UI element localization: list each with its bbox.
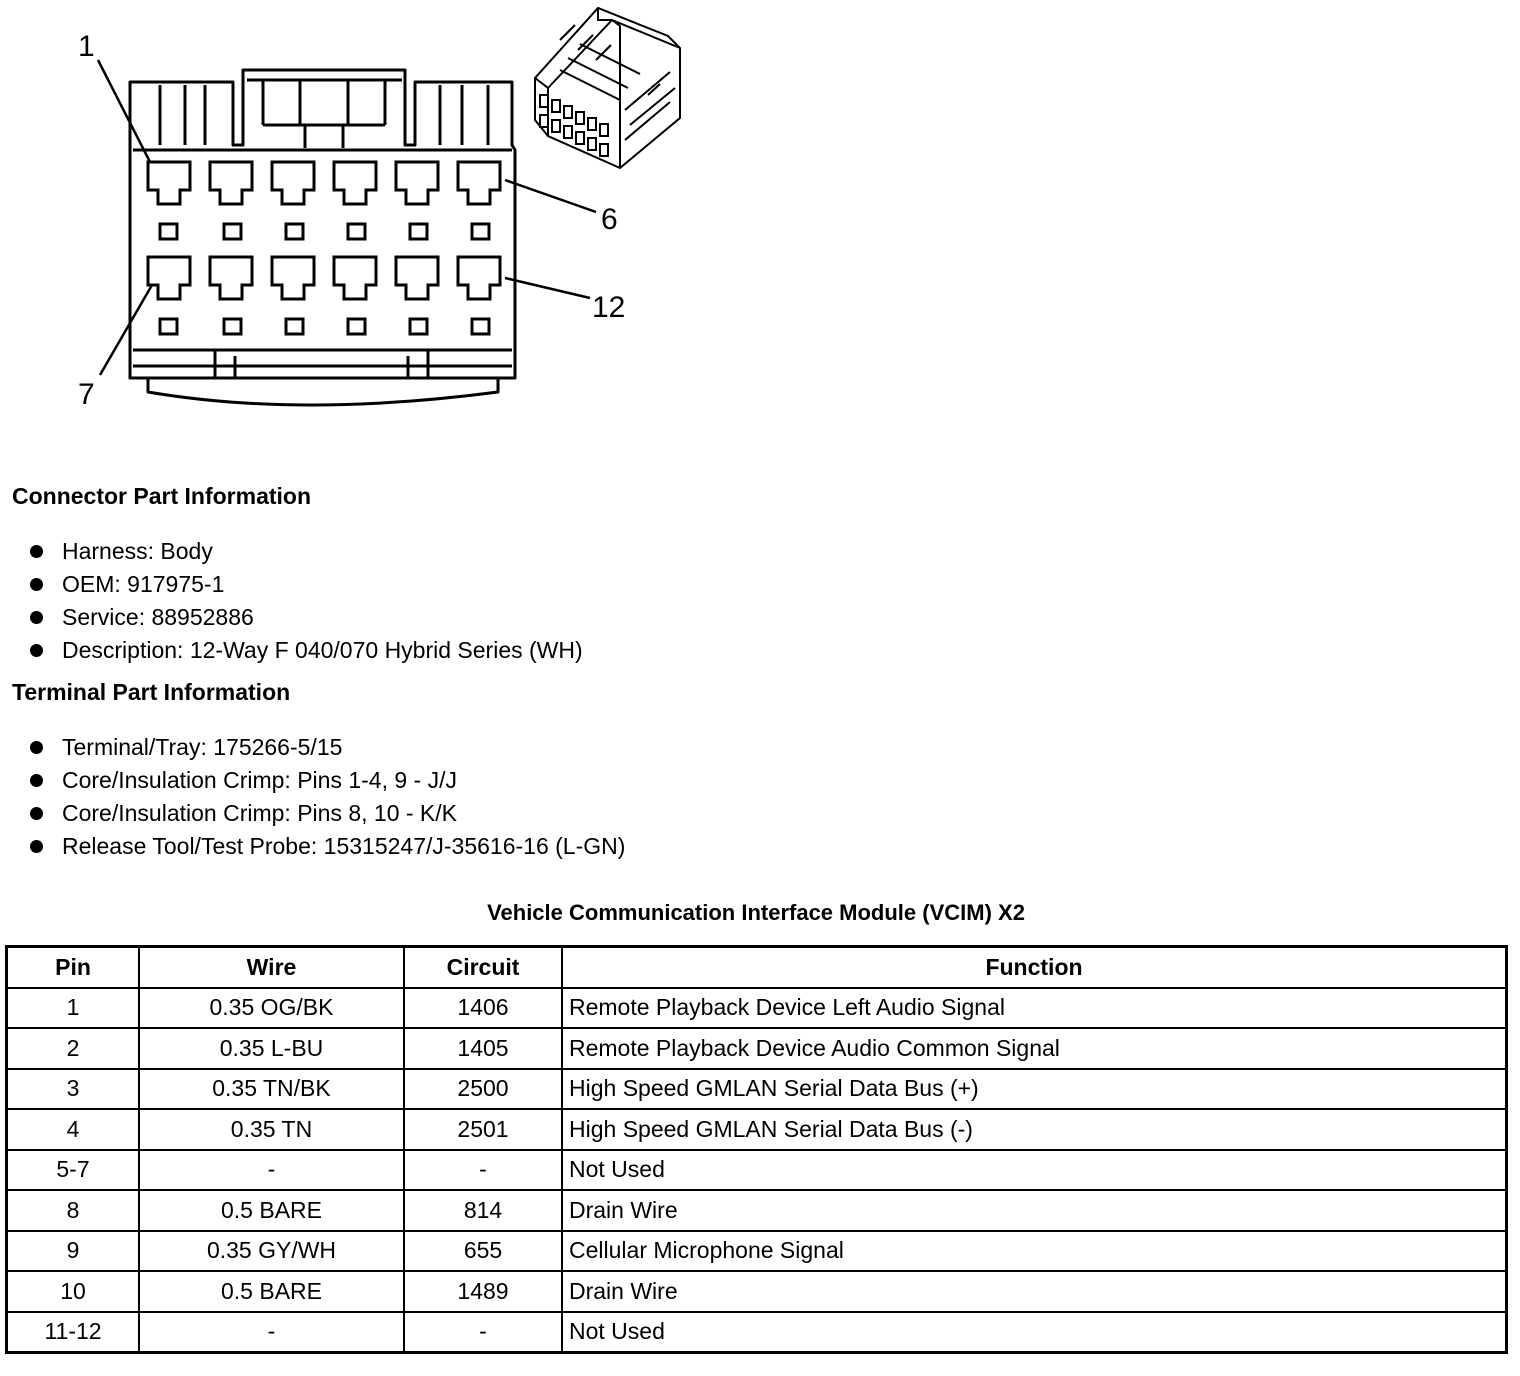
callout-12: 12 — [592, 291, 626, 324]
cavity-11 — [396, 257, 438, 299]
bullet-icon — [30, 741, 43, 754]
cell-pin: 5-7 — [7, 1150, 140, 1191]
cell-pin: 8 — [7, 1190, 140, 1231]
cell-pin: 11-12 — [7, 1312, 140, 1353]
cell-circuit: 2500 — [404, 1069, 562, 1110]
cell-wire: - — [139, 1150, 404, 1191]
cavity-4 — [334, 162, 376, 204]
cell-function: Cellular Microphone Signal — [562, 1231, 1507, 1272]
table-title: Vehicle Communication Interface Module (VCIM) X2 — [487, 900, 1025, 925]
list-item-text: OEM: 917975-1 — [62, 571, 225, 597]
cell-pin: 4 — [7, 1109, 140, 1150]
table-row — [7, 1190, 1507, 1231]
table-row — [7, 1231, 1507, 1272]
list-item — [28, 535, 583, 568]
cell-function: Not Used — [562, 1150, 1507, 1191]
list-item — [28, 634, 583, 667]
cell-circuit: 1405 — [404, 1028, 562, 1069]
header-pin: Pin — [7, 947, 140, 988]
list-item-text: Harness: Body — [62, 538, 213, 564]
list-item — [28, 731, 625, 764]
cell-circuit: 1406 — [404, 988, 562, 1029]
bullet-icon — [30, 807, 43, 820]
terminal-info-heading: Terminal Part Information — [12, 679, 291, 705]
cell-function: Remote Playback Device Audio Common Signal — [562, 1028, 1507, 1069]
cell-function: Not Used — [562, 1312, 1507, 1353]
cell-circuit: 1489 — [404, 1271, 562, 1312]
cell-circuit: 2501 — [404, 1109, 562, 1150]
header-circuit: Circuit — [404, 947, 562, 988]
callout-1: 1 — [78, 30, 95, 63]
list-item-text: Core/Insulation Crimp: Pins 1-4, 9 - J/J — [62, 767, 457, 793]
list-item-text: Terminal/Tray: 175266-5/15 — [62, 734, 343, 760]
connector-info-heading: Connector Part Information — [12, 483, 312, 509]
list-item-text: Core/Insulation Crimp: Pins 8, 10 - K/K — [62, 800, 457, 826]
cell-pin: 2 — [7, 1028, 140, 1069]
cell-wire: 0.35 L-BU — [139, 1028, 404, 1069]
list-item — [28, 601, 583, 634]
callout-6: 6 — [601, 203, 618, 236]
cell-pin: 10 — [7, 1271, 140, 1312]
connector-isometric-illustration — [535, 8, 680, 168]
cell-circuit: - — [404, 1150, 562, 1191]
cavity-1 — [148, 162, 190, 204]
cavity-7 — [148, 257, 190, 299]
bullet-icon — [30, 578, 43, 591]
pinout-table — [5, 945, 1508, 1354]
cell-function: High Speed GMLAN Serial Data Bus (-) — [562, 1109, 1507, 1150]
bullet-icon — [30, 545, 43, 558]
cell-function: Drain Wire — [562, 1271, 1507, 1312]
cell-wire: 0.35 TN — [139, 1109, 404, 1150]
list-item — [28, 568, 583, 601]
cell-function: High Speed GMLAN Serial Data Bus (+) — [562, 1069, 1507, 1110]
cavity-3 — [272, 162, 314, 204]
bullet-icon — [30, 774, 43, 787]
cell-function: Drain Wire — [562, 1190, 1507, 1231]
list-item-text: Service: 88952886 — [62, 604, 254, 630]
list-item — [28, 830, 625, 863]
cavity-9 — [272, 257, 314, 299]
cell-wire: 0.35 GY/WH — [139, 1231, 404, 1272]
header-function: Function — [562, 947, 1507, 988]
table-row — [7, 1028, 1507, 1069]
callout-7: 7 — [78, 378, 95, 411]
table-row — [7, 1069, 1507, 1110]
cell-function: Remote Playback Device Left Audio Signal — [562, 988, 1507, 1029]
header-wire: Wire — [139, 947, 404, 988]
bullet-icon — [30, 644, 43, 657]
cell-wire: 0.5 BARE — [139, 1271, 404, 1312]
cavity-6 — [458, 162, 500, 204]
cavity-10 — [334, 257, 376, 299]
cell-wire: 0.5 BARE — [139, 1190, 404, 1231]
cavity-12 — [458, 257, 500, 299]
list-item-text: Description: 12-Way F 040/070 Hybrid Series (WH) — [62, 637, 583, 663]
table-row — [7, 988, 1507, 1029]
connector-info-list — [28, 535, 583, 667]
table-header-row — [7, 947, 1507, 988]
table-row — [7, 1312, 1507, 1353]
cavity-5 — [396, 162, 438, 204]
cell-pin: 9 — [7, 1231, 140, 1272]
list-item — [28, 797, 625, 830]
table-row — [7, 1150, 1507, 1191]
table-row — [7, 1271, 1507, 1312]
list-item-text: Release Tool/Test Probe: 15315247/J-35616-16 (L-GN) — [62, 833, 626, 859]
cell-pin: 1 — [7, 988, 140, 1029]
cavity-2 — [210, 162, 252, 204]
cell-wire: 0.35 TN/BK — [139, 1069, 404, 1110]
cell-wire: - — [139, 1312, 404, 1353]
cell-circuit: 814 — [404, 1190, 562, 1231]
bullet-icon — [30, 840, 43, 853]
terminal-info-list — [28, 731, 625, 863]
connector-face-diagram — [0, 0, 720, 430]
cell-circuit: - — [404, 1312, 562, 1353]
list-item — [28, 764, 625, 797]
cavity-8 — [210, 257, 252, 299]
bullet-icon — [30, 611, 43, 624]
cell-circuit: 655 — [404, 1231, 562, 1272]
table-row — [7, 1109, 1507, 1150]
cell-wire: 0.35 OG/BK — [139, 988, 404, 1029]
cell-pin: 3 — [7, 1069, 140, 1110]
